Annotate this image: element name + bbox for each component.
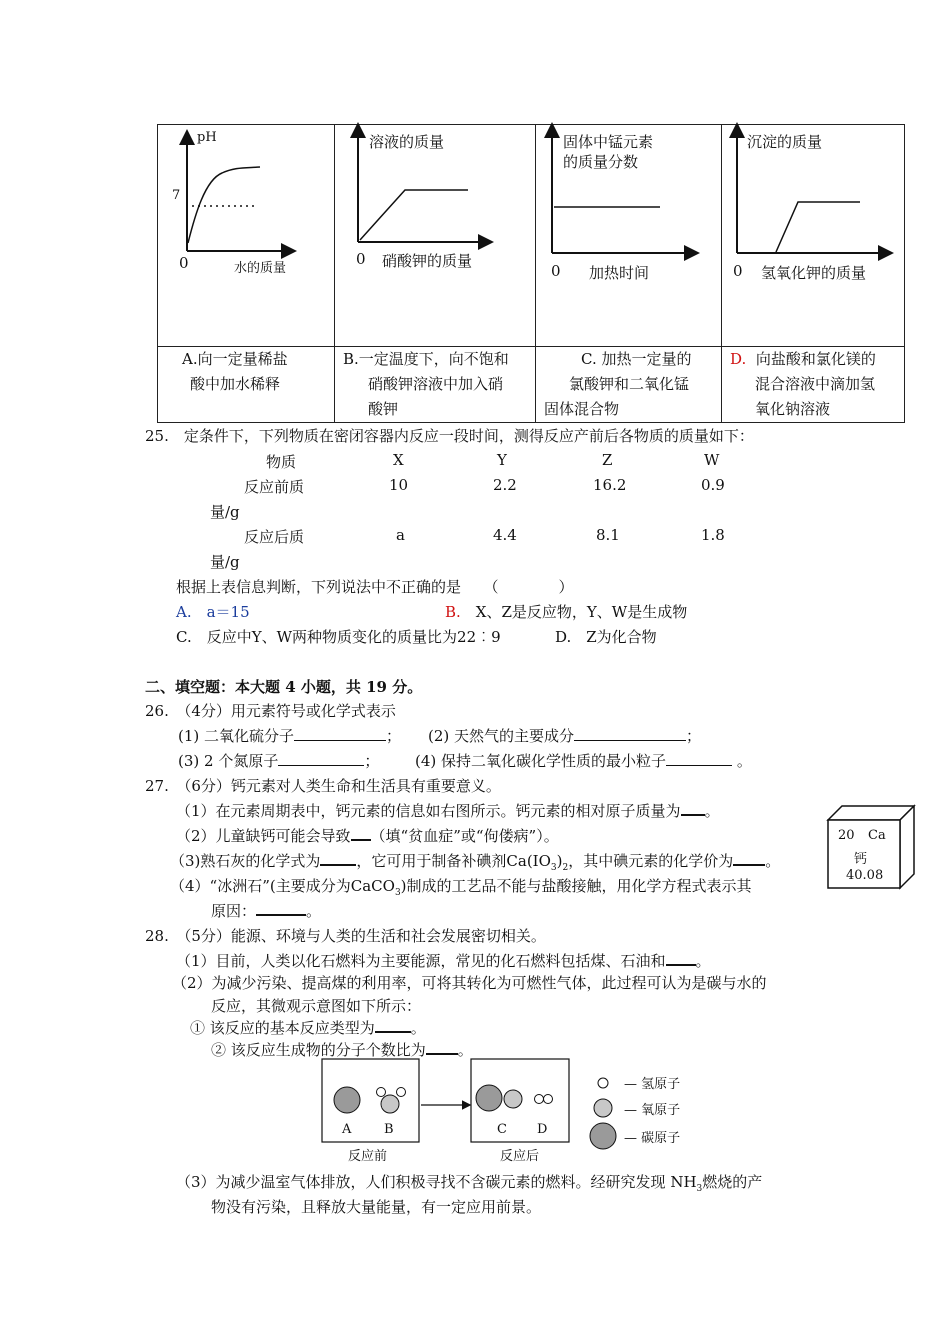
graph-c-ylabel-2: 的质量分数 bbox=[563, 153, 639, 171]
answer-blank[interactable] bbox=[574, 726, 686, 741]
table-header-w: W bbox=[704, 451, 720, 469]
graph-a-xlabel: 水的质量 bbox=[234, 261, 287, 276]
q27-part4: （4）“冰洲石”(主要成分为CaCO$_3$)制成的工艺品不能与盐酸接触，用化学方程式表示其 bbox=[170, 877, 752, 898]
row2-label-unit: 量/g bbox=[210, 553, 240, 571]
graph-b-ylabel: 溶液的质量 bbox=[369, 133, 445, 151]
row2-x: a bbox=[396, 526, 405, 544]
label-b: B bbox=[384, 1122, 394, 1137]
label-c: C bbox=[497, 1122, 507, 1137]
q25-option-b: B. X、Z是反应物，Y、W是生成物 bbox=[445, 603, 688, 621]
graph-a bbox=[187, 133, 293, 251]
answer-blank[interactable] bbox=[666, 950, 696, 966]
molecule-d-hydrogen bbox=[535, 1095, 544, 1104]
molecule-b-hydrogen bbox=[377, 1088, 386, 1097]
legend-oxygen: — 氧原子 bbox=[624, 1103, 681, 1118]
graph-a-origin: 0 bbox=[179, 254, 189, 272]
legend-hydrogen-icon bbox=[598, 1078, 608, 1088]
q28-sub1: ① 该反应的基本反应类型为 。 bbox=[190, 1019, 426, 1037]
q26-part4: (4) 保持二氧化碳化学性质的最小粒子 。 bbox=[415, 752, 752, 770]
table-header-substance: 物质 bbox=[266, 453, 297, 471]
answer-blank[interactable] bbox=[294, 726, 386, 741]
label-d: D bbox=[537, 1122, 548, 1137]
q27-part3: （3)熟石灰的化学式为 ，它可用于制备补碘剂$Ca(IO_3)_2$，其中碘元素的化学价为 。 bbox=[170, 852, 781, 873]
answer-blank[interactable] bbox=[733, 850, 765, 866]
q28-part3: （3）为减少温室气体排放，人们积极寻找不含碳元素的燃料。经研究发现 $NH_3$燃烧的产 bbox=[176, 1173, 763, 1194]
answer-blank[interactable] bbox=[426, 1039, 458, 1055]
legend-carbon: — 碳原子 bbox=[624, 1131, 681, 1146]
caption-a: A.向一定量稀盐 酸中加水稀释 bbox=[182, 350, 288, 393]
q26-stem: 26. （4分）用元素符号或化学式表示 bbox=[145, 702, 396, 720]
q27-part2: （2）儿童缺钙可能会导致 （填“贫血症”或“佝偻病”）。 bbox=[176, 827, 559, 845]
row1-z: 16.2 bbox=[593, 476, 627, 494]
caption-b: B.一定温度下，向不饱和 硝酸钾溶液中加入硝 酸钾 bbox=[343, 350, 509, 418]
graph-b-xlabel: 硝酸钾的质量 bbox=[382, 252, 473, 270]
q25-option-d: D. Z为化合物 bbox=[555, 628, 657, 646]
legend-hydrogen: — 氢原子 bbox=[624, 1077, 681, 1092]
graph-d-xlabel: 氢氧化钾的质量 bbox=[761, 264, 867, 282]
row1-x: 10 bbox=[389, 476, 409, 494]
molecule-d-hydrogen bbox=[544, 1095, 553, 1104]
element-number: 20 bbox=[838, 828, 855, 843]
q28-sub2: ② 该反应生成物的分子个数比为 。 bbox=[211, 1041, 473, 1059]
legend-oxygen-icon bbox=[594, 1099, 612, 1117]
q27-part1: （1）在元素周期表中，钙元素的信息如右图所示。钙元素的相对原子质量为 。 bbox=[176, 802, 720, 820]
table-header-x: X bbox=[393, 451, 404, 469]
answer-blank[interactable] bbox=[375, 1017, 411, 1033]
row2-z: 8.1 bbox=[596, 526, 620, 544]
q26-part1: (1) 二氧化硫分子 ； bbox=[178, 727, 402, 745]
molecule-c-carbon bbox=[476, 1085, 502, 1111]
element-name: 钙 bbox=[854, 852, 868, 867]
row1-label-unit: 量/g bbox=[210, 503, 240, 521]
answer-blank[interactable] bbox=[666, 751, 732, 766]
molecule-a-carbon bbox=[334, 1087, 360, 1113]
caption-c: C. 加热一定量的 氯酸钾和二氧化锰 固体混合物 bbox=[544, 350, 692, 418]
graph-c-origin: 0 bbox=[551, 262, 561, 280]
q25-option-a: A. a＝15 bbox=[176, 603, 250, 621]
element-symbol: Ca bbox=[868, 828, 886, 843]
q28-part2-cont: 反应，其微观示意图如下所示： bbox=[211, 997, 422, 1015]
section-title: 二、填空题：本大题 4 小题，共 19 分。 bbox=[145, 678, 423, 696]
q28-part2: （2）为减少污染、提高煤的利用率，可将其转化为可燃性气体，此过程可认为是碳与水的 bbox=[172, 974, 767, 992]
table-header-z: Z bbox=[602, 451, 613, 469]
graph-d-ylabel: 沉淀的质量 bbox=[747, 133, 823, 151]
q27-stem: 27. （6分）钙元素对人类生命和生活具有重要意义。 bbox=[145, 777, 501, 795]
q26-part2: (2) 天然气的主要成分 ； bbox=[428, 727, 702, 745]
q28-part3-cont: 物没有污染，且释放大量能量，有一定应用前景。 bbox=[211, 1198, 542, 1216]
row2-w: 1.8 bbox=[701, 526, 725, 544]
graph-a-ylabel: pH bbox=[197, 130, 217, 145]
row1-w: 0.9 bbox=[701, 476, 725, 494]
graph-c-ylabel-1: 固体中锰元素 bbox=[563, 133, 654, 151]
molecule-b-oxygen bbox=[381, 1095, 399, 1113]
q28-part1: （1）目前，人类以化石燃料为主要能源，常见的化石燃料包括煤、石油和 。 bbox=[176, 952, 711, 970]
label-after: 反应后 bbox=[500, 1149, 540, 1164]
precipitate-line bbox=[776, 202, 860, 252]
label-before: 反应前 bbox=[348, 1149, 388, 1164]
ph-curve bbox=[188, 167, 260, 243]
answer-blank[interactable] bbox=[351, 825, 371, 841]
q26-part3: (3) 2 个氮原子 ； bbox=[178, 752, 380, 770]
row2-label: 反应后质 bbox=[244, 528, 305, 546]
graph-d-origin: 0 bbox=[733, 262, 743, 280]
row1-y: 2.2 bbox=[493, 476, 517, 494]
q25-question: 根据上表信息判断，下列说法中不正确的是 （ ） bbox=[176, 578, 574, 596]
answer-blank[interactable] bbox=[256, 900, 306, 916]
graph-a-tick-7: 7 bbox=[172, 188, 181, 203]
row2-y: 4.4 bbox=[493, 526, 517, 544]
row1-label: 反应前质 bbox=[244, 478, 305, 496]
label-a: A bbox=[342, 1122, 352, 1137]
q25-option-c: C. 反应中Y、W两种物质变化的质量比为22︰9 bbox=[176, 628, 501, 646]
answer-blank[interactable] bbox=[320, 850, 356, 866]
graph-b-origin: 0 bbox=[356, 250, 366, 268]
q25-stem: 25. 定条件下，下列物质在密闭容器内反应一段时间，测得反应产前后各物质的质量如下： bbox=[145, 427, 754, 445]
solution-mass-line bbox=[360, 190, 468, 240]
q28-stem: 28. （5分）能源、环境与人类的生活和社会发展密切相关。 bbox=[145, 927, 546, 945]
answer-blank[interactable] bbox=[681, 800, 705, 816]
answer-blank[interactable] bbox=[278, 751, 364, 766]
table-header-y: Y bbox=[497, 451, 507, 469]
element-mass: 40.08 bbox=[846, 868, 884, 883]
caption-d: D. 向盐酸和氯化镁的 混合溶液中滴加氢 氧化钠溶液 bbox=[730, 350, 876, 418]
graph-c-xlabel: 加热时间 bbox=[589, 264, 650, 282]
molecule-b-hydrogen bbox=[397, 1088, 406, 1097]
molecule-c-oxygen bbox=[504, 1090, 522, 1108]
q27-part4-reason: 原因： 。 bbox=[211, 902, 322, 920]
legend-carbon-icon bbox=[590, 1123, 616, 1149]
